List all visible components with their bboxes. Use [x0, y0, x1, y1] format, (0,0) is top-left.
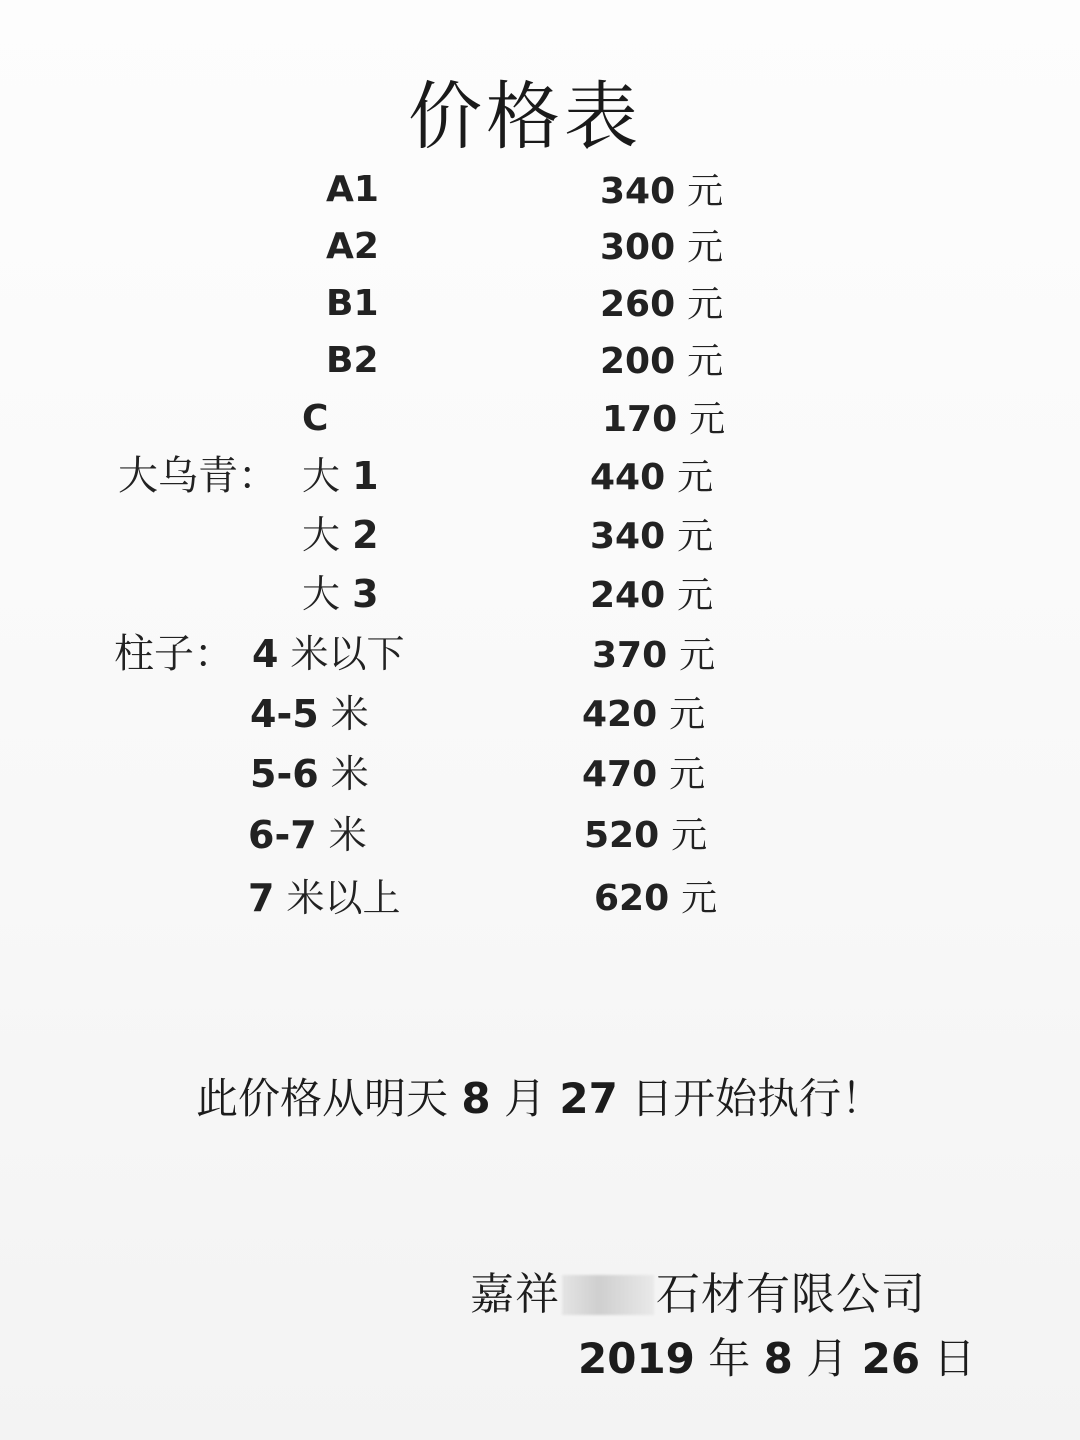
grade-label-c: C — [302, 398, 329, 439]
grade-label-da-3: 大 3 — [302, 572, 379, 616]
pillar-label-under-4m: 4 米以下 — [252, 632, 405, 676]
effective-date-notice: 此价格从明天 8 月 27 日开始执行！ — [196, 1074, 884, 1123]
price-pillar-4-5m: 420 元 — [582, 694, 706, 735]
company-name: 嘉祥 石材有限公司 — [470, 1269, 926, 1320]
price-b1: 260 元 — [600, 284, 724, 325]
price-pillar-over-7m: 620 元 — [594, 878, 718, 919]
price-a1: 340 元 — [600, 171, 724, 212]
grade-label-da-2: 大 2 — [302, 513, 379, 557]
grade-label-a2: A2 — [326, 226, 379, 267]
price-da-3: 240 元 — [590, 575, 714, 616]
page-title: 价格表 — [408, 74, 642, 160]
grade-label-da-1: 大 1 — [302, 454, 379, 498]
grade-label-a1: A1 — [326, 169, 379, 210]
category-da-wu-qing: 大乌青： — [118, 453, 278, 499]
price-a2: 300 元 — [600, 227, 724, 268]
price-da-2: 340 元 — [590, 516, 714, 557]
category-pillar: 柱子： — [114, 631, 234, 677]
pillar-label-over-7m: 7 米以上 — [248, 876, 401, 920]
price-pillar-5-6m: 470 元 — [582, 754, 706, 795]
pillar-label-4-5m: 4-5 米 — [250, 692, 369, 736]
price-pillar-6-7m: 520 元 — [584, 815, 708, 856]
pillar-label-5-6m: 5-6 米 — [250, 752, 369, 796]
price-b2: 200 元 — [600, 341, 724, 382]
pillar-label-6-7m: 6-7 米 — [248, 813, 367, 857]
grade-label-b2: B2 — [326, 340, 379, 381]
price-da-1: 440 元 — [590, 457, 714, 498]
issue-date: 2019 年 8 月 26 日 — [578, 1334, 976, 1383]
price-pillar-under-4m: 370 元 — [592, 635, 716, 676]
redacted-text — [562, 1275, 654, 1315]
price-c: 170 元 — [602, 399, 726, 440]
grade-label-b1: B1 — [326, 283, 379, 324]
